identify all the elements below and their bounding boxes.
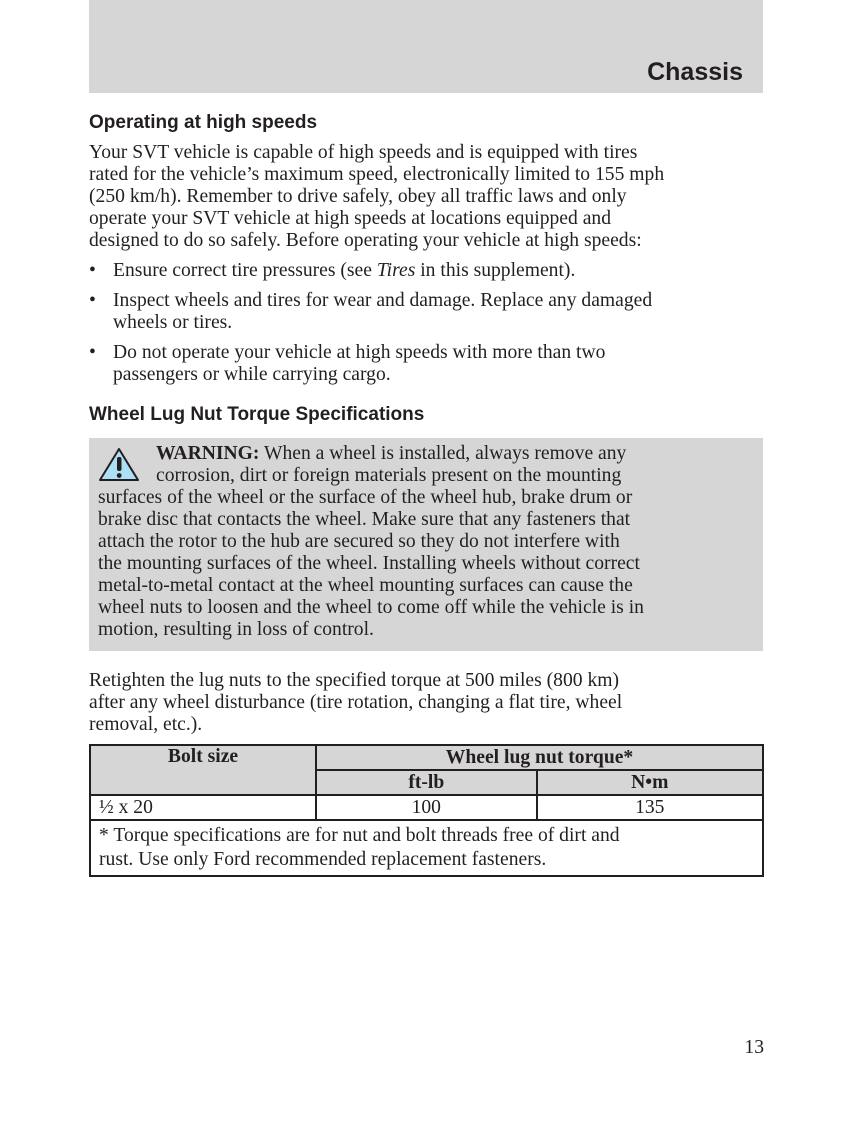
text: in this supplement). [415,260,576,281]
text-line: Your SVT vehicle is capable of high speeds and is equipped with tires [89,142,638,163]
table-footnote-row [90,820,763,876]
bullet-item: • Do not operate your vehicle at high speeds with more than two passengers or while carrying cargo. [89,342,606,385]
text-line: removal, etc.). [89,714,203,735]
warning-triangle-icon [98,447,140,483]
page-number: 13 [744,1037,764,1058]
text-line: wheels or tires. [113,312,233,333]
text-line: surfaces of the wheel or the surface of the wheel hub, brake drum or [98,487,633,508]
torque-spec-table [89,744,764,877]
text-line: rated for the vehicle’s maximum speed, electronically limited to 155 mph [89,164,665,185]
tires-reference: Tires [376,260,416,281]
table-row [90,795,763,820]
cell-ft-lb: 100 [316,795,537,820]
text-line: the mounting surfaces of the wheel. Installing wheels without correct [98,553,640,574]
warning-box [89,438,763,651]
cell-nm: 135 [537,795,763,820]
text-line: Inspect wheels and tires for wear and damage. Replace any damaged [113,290,653,311]
high-speeds-paragraph [89,142,664,252]
retighten-paragraph [89,670,622,736]
text-line: attach the rotor to the hub are secured so they do not interfere with [98,531,620,552]
cell-bolt-size: ½ x 20 [90,795,316,820]
heading-lug-nut-torque: Wheel Lug Nut Torque Specifications [89,404,425,425]
warning-label: WARNING: [156,443,260,464]
text-line: wheel nuts to loosen and the wheel to come off while the vehicle is in [98,597,644,618]
text-line: passengers or while carrying cargo. [113,364,391,385]
col-header-nm: N•m [537,770,763,795]
text-line: (250 km/h). Remember to drive safely, obey all traffic laws and only [89,186,627,207]
text-line: operate your SVT vehicle at high speeds at locations equipped and [89,208,611,229]
footnote-line: rust. Use only Ford recommended replacement fasteners. [99,849,547,870]
text-line: motion, resulting in loss of control. [98,619,374,640]
col-header-torque: Wheel lug nut torque* [316,745,763,770]
text: Ensure correct tire pressures (see [113,260,377,281]
text-line: brake disc that contacts the wheel. Make sure that any fasteners that [98,509,631,530]
bullet-item: • Ensure correct tire pressures (see Tires in this supplement). [89,260,576,281]
heading-high-speeds: Operating at high speeds [89,112,318,133]
section-header-bar [89,0,763,93]
text-line: Do not operate your vehicle at high speeds with more than two [113,342,606,363]
text-line: When a wheel is installed, always remove any [259,443,627,464]
section-title: Chassis [647,58,743,86]
footnote-line: * Torque specifications are for nut and bolt threads free of dirt and [99,825,620,846]
text-line: designed to do so safely. Before operating your vehicle at high speeds: [89,230,642,251]
text-line: Retighten the lug nuts to the specified torque at 500 miles (800 km) [89,670,620,691]
text-line: metal-to-metal contact at the wheel mounting surfaces can cause the [98,575,633,596]
col-header-ft-lb: ft-lb [316,770,537,795]
text-line: after any wheel disturbance (tire rotation, changing a flat tire, wheel [89,692,623,713]
col-header-bolt-size: Bolt size [90,745,316,795]
text-line: corrosion, dirt or foreign materials present on the mounting [156,465,622,486]
bullet-item: • Inspect wheels and tires for wear and damage. Replace any damaged wheels or tires. [89,290,653,333]
